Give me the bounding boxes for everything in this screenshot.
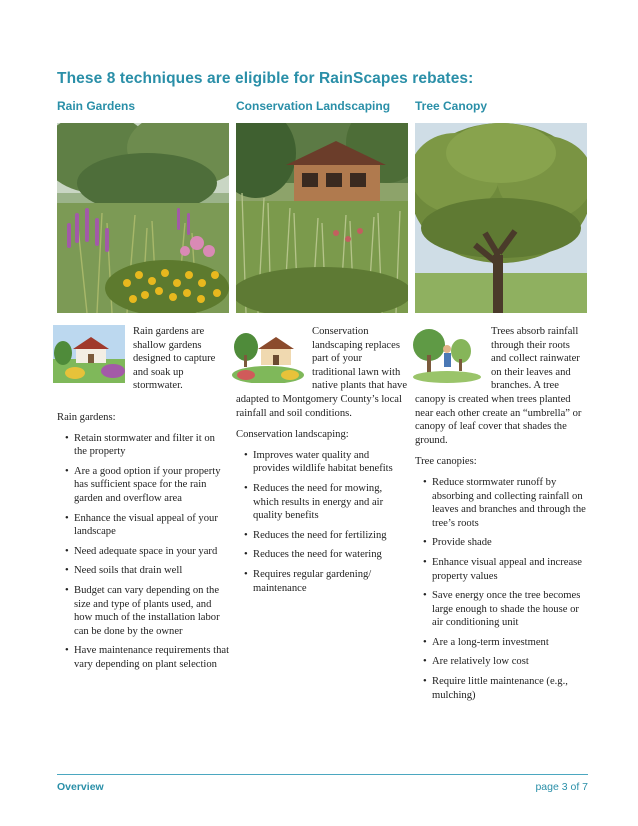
column-conservation-landscaping — [236, 99, 408, 601]
rain-garden-photo — [57, 123, 229, 313]
house-garden-illustration — [53, 325, 125, 383]
intro-text: Rain gardens are shallow gardens designed to capture and soak up stormwater. — [133, 326, 216, 392]
conservation-landscape-photo — [236, 123, 408, 313]
body-text — [415, 455, 587, 702]
bullet-list — [244, 449, 408, 595]
list-item: • Reduces the need for watering — [244, 548, 408, 562]
body-text — [57, 401, 229, 672]
list-item: • Need soils that drain well — [65, 564, 229, 578]
list-item: • Budget can vary depending on the size and type of plants used, and how much of the installation labor can be done by the owner — [65, 584, 229, 638]
intro-block — [236, 325, 408, 420]
list-item: • Are a good option if your property has sufficient space for the rain garden and overflow area — [65, 465, 229, 506]
intro-text: Trees absorb rainfall through their roots and collect rainwater on their leaves and branches. A tree canopy is created when trees planted near each other create an “umbrella” or canopy of leaf cover that shades the ground. — [415, 326, 582, 446]
list-item: • Provide shade — [423, 536, 587, 550]
column-title: Tree Canopy — [415, 99, 488, 113]
list-item: • Save energy once the tree becomes large enough to shade the house or air conditioning unit — [423, 589, 587, 630]
lead-text: Rain gardens: — [57, 411, 116, 423]
column-rain-gardens — [57, 99, 229, 677]
footer-section-label: Overview — [57, 781, 104, 793]
body-text — [236, 428, 408, 595]
intro-block — [57, 325, 229, 393]
oak-tree-photo — [415, 123, 587, 313]
bullet-list — [423, 476, 587, 702]
column-title: Rain Gardens — [57, 99, 136, 113]
house-lawn-illustration — [232, 325, 304, 383]
list-item: • Requires regular gardening/ maintenance — [244, 568, 408, 595]
list-item: • Reduces the need for fertilizing — [244, 529, 408, 543]
list-item: • Are relatively low cost — [423, 655, 587, 669]
column-title: Conservation Landscaping — [236, 99, 391, 113]
intro-block — [415, 325, 587, 447]
list-item: • Have maintenance requirements that vary depending on plant selection — [65, 644, 229, 671]
list-item: • Require little maintenance (e.g., mulching) — [423, 675, 587, 702]
bullet-list — [65, 432, 229, 672]
list-item: • Improves water quality and provides wildlife habitat benefits — [244, 449, 408, 476]
footer-divider — [57, 774, 588, 775]
tree-planting-illustration — [411, 325, 483, 383]
list-item: • Reduces the need for mowing, which results in energy and air quality benefits — [244, 482, 408, 523]
list-item: • Retain stormwater and filter it on the property — [65, 432, 229, 459]
list-item: • Are a long-term investment — [423, 636, 587, 650]
list-item: • Enhance visual appeal and increase property values — [423, 556, 587, 583]
intro-text: Conservation landscaping replaces part of your traditional lawn with native plants that have adapted to Montgomery County’s local rainfall and soil conditions. — [236, 326, 408, 419]
list-item: • Enhance the visual appeal of your landscape — [65, 512, 229, 539]
lead-text: Tree canopies: — [415, 456, 477, 468]
page-heading: These 8 techniques are eligible for RainScapes rebates: — [57, 70, 474, 87]
list-item: • Reduce stormwater runoff by absorbing and collecting rainfall on leaves and branches and through the tree’s roots — [423, 476, 587, 530]
footer-page-number: page 3 of 7 — [535, 781, 588, 793]
lead-text: Conservation landscaping: — [236, 429, 349, 441]
column-tree-canopy — [415, 99, 587, 708]
list-item: • Need adequate space in your yard — [65, 545, 229, 559]
